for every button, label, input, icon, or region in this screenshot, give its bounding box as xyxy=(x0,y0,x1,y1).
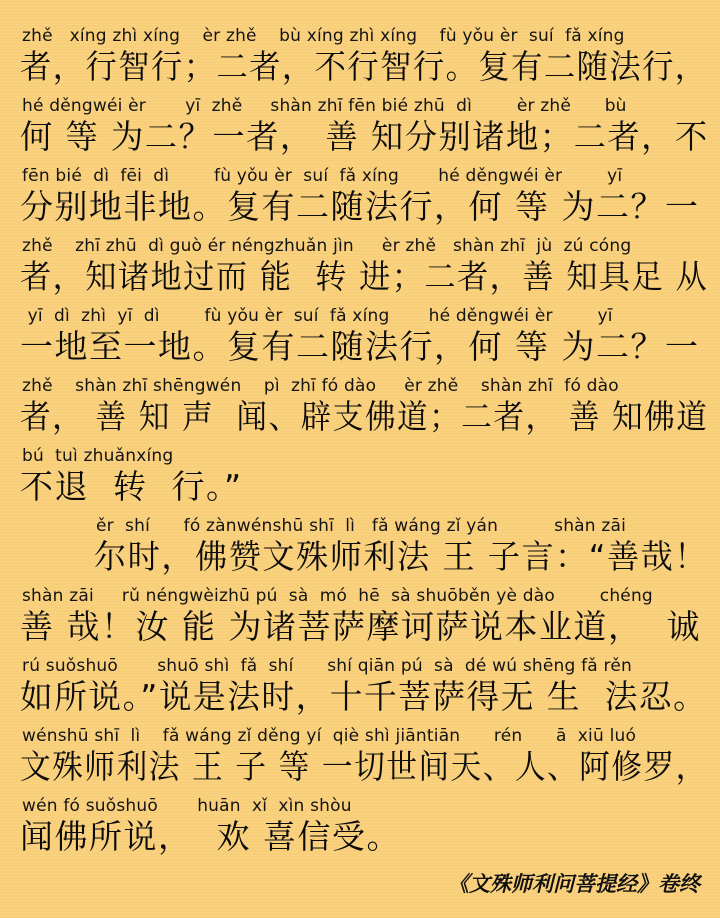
pinyin-line: ěr shí fó zànwénshū shī lì fǎ wáng zǐ yán shàn zāi xyxy=(96,516,627,536)
pinyin-line: zhě zhī zhū dì guò ér néngzhuǎn jìn èr zhě shàn zhī jù zú cóng xyxy=(22,236,632,256)
hanzi-line: 何 等 为二？一者， 善 知分别诸地；二者，不 xyxy=(20,117,709,156)
text-line-5 xyxy=(0,305,720,375)
hanzi-line: 尔时，佛赞文殊师利法 王 子言：“善哉！ xyxy=(94,537,708,576)
hanzi-line: 者，行智行；二者，不行智行。复有二随法行， xyxy=(20,47,708,86)
hanzi-line: 者，知诸地过而 能 转 进；二者，善 知具足 从 xyxy=(20,257,709,296)
text-line-9 xyxy=(0,585,720,655)
text-line-1 xyxy=(0,25,720,95)
pinyin-line: zhě shàn zhī shēngwén pì zhī fó dào èr zhě shàn zhī fó dào xyxy=(22,376,619,396)
pinyin-line: fēn bié dì fēi dì fù yǒu èr suí fǎ xíng hé děngwéi èr yī xyxy=(22,166,623,186)
hanzi-line: 文殊师利法 王 子 等 一切世间天、人、阿修罗， xyxy=(20,747,708,786)
hanzi-line: 善 哉！汝 能 为诸菩萨摩诃萨说本业道， 诚 xyxy=(20,607,701,646)
text-line-4 xyxy=(0,235,720,305)
pinyin-line: bú tuì zhuǎnxíng xyxy=(22,446,174,466)
pinyin-line: wénshū shī lì fǎ wáng zǐ děng yí qiè shì jiāntiān rén ā xiū luó xyxy=(22,726,637,746)
hanzi-line: 如所说。”说是法时，十千菩萨得无 生 法忍。 xyxy=(20,677,708,716)
text-line-7 xyxy=(0,445,720,515)
text-line-6 xyxy=(0,375,720,445)
pinyin-line: rú suǒshuō shuō shì fǎ shí shí qiān pú sà dé wú shēng fǎ rěn xyxy=(22,656,632,676)
hanzi-line: 闻佛所说， 欢 喜信受。 xyxy=(20,817,401,856)
pinyin-line: wén fó suǒshuō huān xǐ xìn shòu xyxy=(22,796,352,816)
hanzi-line: 分别地非地。复有二随法行，何 等 为二？一 xyxy=(20,187,700,226)
text-line-3 xyxy=(0,165,720,235)
text-line-11 xyxy=(0,725,720,795)
pinyin-line: shàn zāi rǔ néngwèizhū pú sà mó hē sà shuōběn yè dào chéng xyxy=(22,586,653,606)
pinyin-line: zhě xíng zhì xíng èr zhě bù xíng zhì xíng fù yǒu èr suí fǎ xíng xyxy=(22,26,625,46)
pinyin-line: hé děngwéi èr yī zhě shàn zhī fēn bié zhū dì èr zhě bù xyxy=(22,96,627,116)
text-line-8 xyxy=(0,515,720,585)
sutra-end-note: 《文殊师利问菩提经》卷终 xyxy=(448,871,700,896)
text-line-12 xyxy=(0,795,720,865)
text-line-10 xyxy=(0,655,720,725)
text-line-2 xyxy=(0,95,720,165)
hanzi-line: 不退 转 行。” xyxy=(20,467,243,506)
hanzi-line: 者， 善 知 声 闻、辟支佛道；二者， 善 知佛道 xyxy=(20,397,709,436)
hanzi-line: 一地至一地。复有二随法行，何 等 为二？一 xyxy=(20,327,700,366)
pinyin-line: yī dì zhì yī dì fù yǒu èr suí fǎ xíng hé děngwéi èr yī xyxy=(22,306,613,326)
